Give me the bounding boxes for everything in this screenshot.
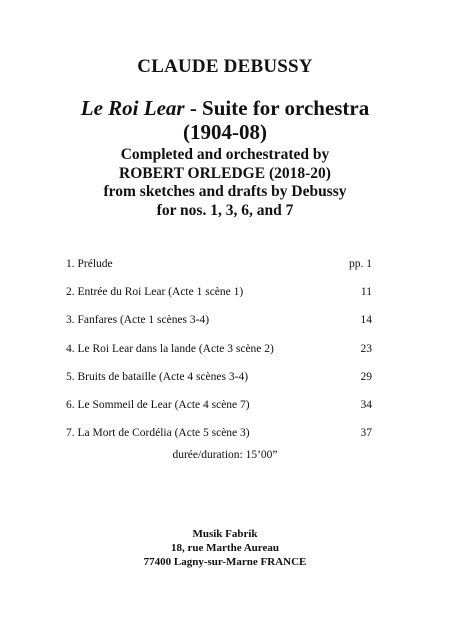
toc-page-number: 34 xyxy=(360,398,372,411)
publisher-city: 77400 Lagny-sur-Marne FRANCE xyxy=(143,556,307,568)
toc-page-number: 11 xyxy=(360,286,372,299)
toc-page-number: pp. 1 xyxy=(349,258,372,270)
toc-row xyxy=(66,285,372,300)
table-of-contents xyxy=(66,257,372,454)
toc-entry: 4. Le Roi Lear dans la lande (Acte 3 scène 2) xyxy=(66,342,274,355)
toc-page-number: 23 xyxy=(360,342,372,355)
work-title-italic: Le Roi Lear xyxy=(80,96,185,120)
toc-row xyxy=(66,257,372,272)
credit-line: from sketches and drafts by Debussy xyxy=(103,183,347,200)
toc-row xyxy=(66,426,372,441)
credit-line: for nos. 1, 3, 6, and 7 xyxy=(156,201,294,219)
toc-entry: 3. Fanfares (Acte 1 scènes 3-4) xyxy=(66,314,210,327)
toc-page-number: 14 xyxy=(360,314,372,327)
publisher-block xyxy=(0,527,450,569)
toc-row xyxy=(66,342,372,357)
work-title-block xyxy=(0,96,450,144)
toc-page-number: 37 xyxy=(360,427,372,440)
work-title-subtitle: - Suite for orchestra xyxy=(184,96,370,120)
work-dates: (1904-08) xyxy=(183,120,267,144)
toc-entry: 5. Bruits de bataille (Acte 4 scènes 3-4) xyxy=(66,370,249,383)
credit-line: ROBERT ORLEDGE (2018-20) xyxy=(119,164,331,182)
credits-block xyxy=(0,146,450,220)
toc-entry: 1. Prélude xyxy=(66,258,113,270)
toc-entry: 6. Le Sommeil de Lear (Acte 4 scène 7) xyxy=(66,398,250,411)
composer-name: CLAUDE DEBUSSY xyxy=(137,56,313,77)
publisher-street: 18, rue Marthe Aureau xyxy=(171,542,279,554)
duration-text: durée/duration: 15’00” xyxy=(172,449,278,461)
toc-page-number: 29 xyxy=(360,370,372,383)
publisher-name: Musik Fabrik xyxy=(192,528,258,540)
toc-entry: 2. Entrée du Roi Lear (Acte 1 scène 1) xyxy=(66,286,244,299)
toc-row xyxy=(66,370,372,385)
toc-row xyxy=(66,313,372,328)
toc-row xyxy=(66,398,372,413)
toc-entry: 7. La Mort de Cordélia (Acte 5 scène 3) xyxy=(66,427,250,440)
credit-line: Completed and orchestrated by xyxy=(120,146,330,163)
work-title xyxy=(0,96,450,120)
